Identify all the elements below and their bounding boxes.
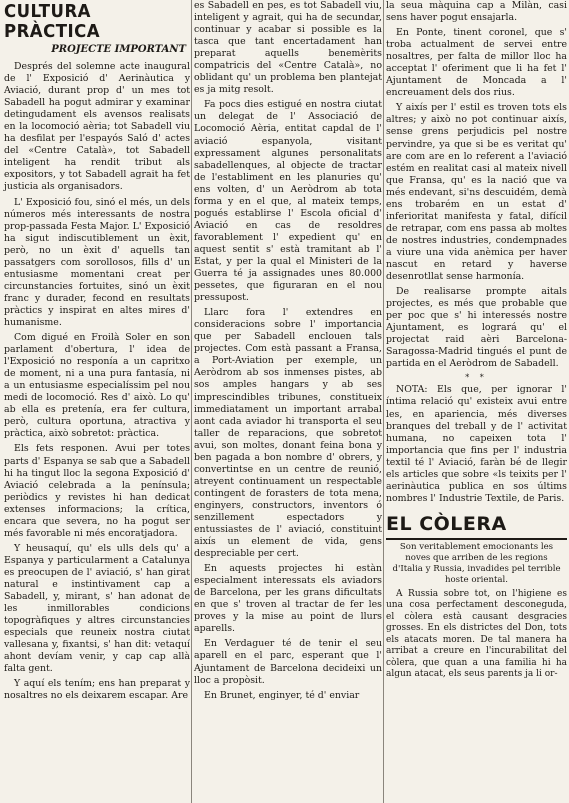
column-divider [191, 0, 192, 803]
note-paragraph: NOTA: Els que, per ignorar l' íntima relació qu' existeix avui entre les, en apariencia, més diverses branques del treball y de l' activitat humana, no capeixen tota l' importancia que fins per l' industria textil té l' Aviació, faràn bé de llegir els articles que sobre «ls teixits per l' aerinàutica publica en sos últims nombres l' Industrie Textile, de Paris. [386, 384, 567, 504]
article-kicker: CULTURA PRÀCTICA [4, 1, 100, 42]
paragraph: Després del solemne acte inaugural de l' Exposició d' Aerinàutica y Aviació, durant prop d' un mes tot Sabadell ha pogut admirar y examinar detingudament els avensos realisats en la locomoció aèria; tot Sabadell viu ha desfilat per l'espayós Saló d' actes del «Centre Català», tot Sabadell inteligent ha rendit tribut als expositors, y tot Sabadell agrait ha fet justicia als organisadors. [4, 61, 190, 193]
paragraph: En Verdaguer té de tenir el seu aparell en el parc, esperant que l' Ajuntament de Barcelona decideixi un lloc a propòsit. [194, 638, 382, 686]
paragraph: De realisarse prompte aitals projectes, es més que probable que per poc que s' hi interessés nostre Ajuntament, es logrará qu' el projectat raid aèri Barcelona-Saragossa-Madrid tingués el punt de partida en el Aeròdrom de Sabadell. [386, 286, 567, 370]
paragraph: En Ponte, tinent coronel, que s' troba actualment de servei entre nosaltres, per falta de millor lloc ha acceptat l' oferiment que li ha fet l' Ajuntament de Moncada a l' encreuament dels dos rius. [386, 27, 567, 99]
paragraph: En Brunet, enginyer, té d' enviar [204, 689, 360, 701]
paragraph: Y aixís per l' estil es troven tots els altres; y això no pot continuar aixís, sense grens perjudicis pel nostre pervindre, ya que si be es veritat qu' are com are en lo referent a l'aviació estém en realitat casi al mateix nivell que Fransa, qu' es la nació que va més endevant, si'ns descuidém, demà ens trobarém en un estat d' inferioritat manifesta y fatal, difícil de retrapar, com ens passa ab moltes de nostres industries, condempnades a viure una vida anèmica per haver nascut en retard y haverse desenrotllat sense harmonía. [386, 102, 567, 283]
article2-lead: Son veritablement emocionants les noves que arriben de les regions d'Italia y Russia, invadides pel terrible hoste oriental. [392, 541, 561, 585]
paragraph: Llarc fora l' extendres en consideracions sobre l' importancia que per Sabadell enclouen tals projectes. Com està passant a Fransa, a Port-Aviation per exemple, un Aeròdrom ab sos inmenses pistes, ab sos amples hangars y ab ses imprescindibles tribunes, constitueix immediatament un important arrabal aont cada aviador hi transporta el seu taller de reparacions, que sobretot avui, son moltes, donant feina bona y ben pagada a bon nombre d' obrers, y convertintse en un centre de reunió, atreyent continuament un respectable contingent de forasters de tota mena, enginyers, constructors, inventors ó senzillement espectadors y entussiastes de l' aviació, constituint aixís un element de vida, gens despreciable per cert. [194, 307, 382, 560]
paragraph: es Sabadell en pes, es tot Sabadell viu, inteligent y agrait, qui ha de secundar, continuar y acabar si possible es la tasca que tant encertadament han preparat aquells benemèrits compatricis del «Centre Català», no oblidant qu' un problema ben plantejat es ja mitg resolt. [194, 0, 382, 96]
article-subtitle: PROJECTE IMPORTANT [51, 44, 186, 55]
article2-headline: EL CÒLERA [386, 512, 507, 535]
paragraph: Els fets responen. Avui per totes parts d' Espanya se sab que a Sabadell hi ha tingut lloc la segona Exposició d' Aviació celebrada a la península; periòdics y revistes hi han dedicat extenses informacions; la crítica, encara que severa, no ha pogut ser més favorable ni més encoratjadora. [4, 443, 190, 539]
paragraph: Com digué en Froilà Soler en son parlament d'obertura, l' idea de l'Exposició no responía a un capritxo de moment, ni a una pura fantasía, ni a un entusiasme especialíssim pel nou medi de locomoció. Res d' això. Lo qu' ab ella es pretenía, era fer cultura, però, cultura oportuna, atractiva y pràctica, això sobretot: pràctica. [4, 332, 190, 440]
section-asterism: * * [465, 373, 488, 383]
paragraph: A Russia sobre tot, on l'higiene es una cosa perfectament desconeguda, el còlera està causant desgracies grosses. En els districtes del Don, tots els atacats moren. De tal manera ha arribat a creure en l'incurabilitat del còlera, que quan a una familia hi ha algun atacat, els seus parents ja li or- [386, 588, 567, 680]
article-body-col1 [4, 61, 190, 702]
article-body-col3 [386, 0, 567, 505]
column-divider [383, 0, 384, 803]
paragraph: En aquests projectes hi estàn especialment interessats els aviadors de Barcelona, per les grans dificultats en que s' troven al tractar de fer les proves y la mise au point de llurs aparells. [194, 563, 382, 635]
paragraph: Y heusaquí, qu' els ulls dels qu' a Espanya y particularment a Catalunya es preocupen de l' aviació, s' han girat natural e instintivament cap a Sabadell, y, mirant, s' han adonat de les inmillorables condicions topogràfiques y altres circunstancies especials que reuneix nostra ciutat vallesana y, fixantsi, s' han dit: vetaquí ahont devíam venir, y cap cap allà falta gent. [4, 542, 190, 675]
column-1 [4, 0, 190, 705]
article2-body [386, 589, 567, 681]
paragraph: Fa pocs dies estigué en nostra ciutat un delegat de l' Associació de Locomoció Aèria, entitat capdal de l' aviació espanyola, visitant expressament algunes personalitats sabadellenques, al objecte de tractar de l'establiment en les planuries qu' ens volten, d' un Aeròdrom ab tota forma y en el que, al mateix temps, pogués establirse l' Escola oficial d' Aviació en cas de resoldres favorablement l' expedient qu' en aquest sentit s' està tramitant ab l' Estat, y per la qual el Ministeri de la Guerra té ja assignades unes 80.000 pessetes, que figuraran en el nou pressupost. [194, 99, 382, 304]
headline-rule [386, 538, 567, 540]
article-body-col2 [194, 0, 382, 702]
paragraph: L' Exposició fou, sinó el més, un dels números més interessants de nostra prop-passada Festa Major. L' Exposició ha sigut indiscutiblement un èxit, però, no un èxit d' aquells tan passatgers com sorollosos, fills d' un entusiasme momentani creat per circunstancies fortuites, sinó un èxit franc y durader, fecond en resultats pràctics y inspirat en altes mires d' humanisme. [4, 196, 190, 328]
column-3 [386, 0, 567, 681]
paragraph: Y aquí els tením; ens han preparat y nosaltres no els deixarem escapar. Are [4, 678, 190, 702]
column-2 [194, 0, 382, 705]
paragraph: la seua màquina cap a Milàn, casi sens haver pogut ensajarla. [386, 0, 567, 24]
